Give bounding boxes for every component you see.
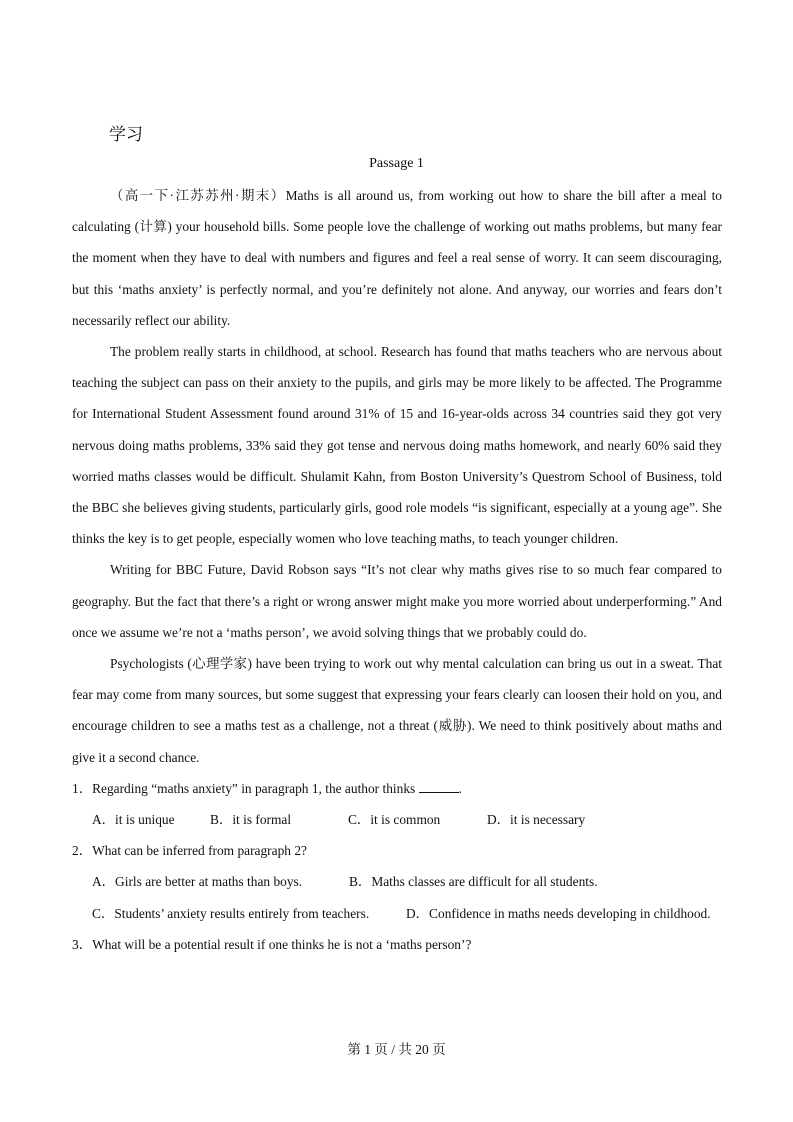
option-d[interactable]: D．it is necessary <box>487 812 586 828</box>
question-2-options-row-1 <box>72 866 722 897</box>
option-a[interactable]: A．Girls are better at maths than boys. <box>92 874 303 890</box>
passage-title: Passage 1 <box>369 156 424 171</box>
option-a[interactable]: A．it is unique <box>92 812 175 828</box>
option-b[interactable]: B．it is formal <box>210 812 292 828</box>
option-c[interactable]: C．it is common <box>348 812 441 828</box>
question-3: 3．What will be a potential result if one thinks he is not a ‘maths person’? <box>72 936 472 952</box>
paragraph-3: Writing for BBC Future, David Robson says “It’s not clear why maths gives rise to so much fear compared to geography. But the fact that there’s a right or wrong answer might make you more worried about underperforming.” And once we assume we’re not a ‘maths person’, we avoid solving things that we probably could do. <box>72 562 722 640</box>
paragraph-1: （高一下·江苏苏州·期末）Maths is all around us, from working out how to share the bill after a meal to calculating (计算) your household bills. Some people love the challenge of working out maths problems, but many fear the moment when they have to deal with numbers and figures and feel a real sense of worry. It can seem discouraging, but this ‘maths anxiety’ is perfectly normal, and you’re definitely not alone. And anyway, our worries and fears don’t necessarily reflect our ability. <box>72 188 722 328</box>
question-1 <box>72 773 722 804</box>
passage-body <box>72 180 722 960</box>
question-1-stem: 1．Regarding “maths anxiety” in paragraph 1, the author thinks <box>72 780 419 796</box>
paragraph-4: Psychologists (心理学家) have been trying to work out why mental calculation can bring us out in a sweat. That fear may come from many sources, but some suggest that expressing your fears clearly can loosen their hold on you, and encourage children to see a maths test as a challenge, not a threat (威胁). We need to think positively about maths and give it a second chance. <box>72 656 722 765</box>
question-2-options-row-2 <box>72 898 722 929</box>
paragraph-2: The problem really starts in childhood, at school. Research has found that maths teachers who are nervous about teaching the subject can pass on their anxiety to the pupils, and girls may be more likely to be affected. The Programme for International Student Assessment found around 31% of 15 and 16-year-olds across 34 countries said they got very nervous doing maths problems, 33% said they got tense and nervous doing maths homework, and nearly 60% said they worried maths classes would be difficult. Shulamit Kahn, from Boston University’s Questrom School of Business, told the BBC she believes giving students, particularly girls, good role models “is significant, especially at a young age”. She thinks the key is to get people, especially women who love teaching maths, to teach younger children. <box>72 344 722 547</box>
question-2: 2．What can be inferred from paragraph 2? <box>72 843 307 859</box>
question-1-stem-end: . <box>458 780 462 796</box>
option-b[interactable]: B．Maths classes are difficult for all students. <box>349 874 598 890</box>
section-heading: 学习 <box>109 125 143 144</box>
answer-blank <box>419 780 459 793</box>
option-d[interactable]: D．Confidence in maths needs developing in childhood. <box>406 905 711 921</box>
page-footer: 第 1 页 / 共 20 页 <box>347 1042 446 1057</box>
question-1-options <box>72 804 722 835</box>
option-c[interactable]: C．Students’ anxiety results entirely from teachers. <box>92 905 370 921</box>
